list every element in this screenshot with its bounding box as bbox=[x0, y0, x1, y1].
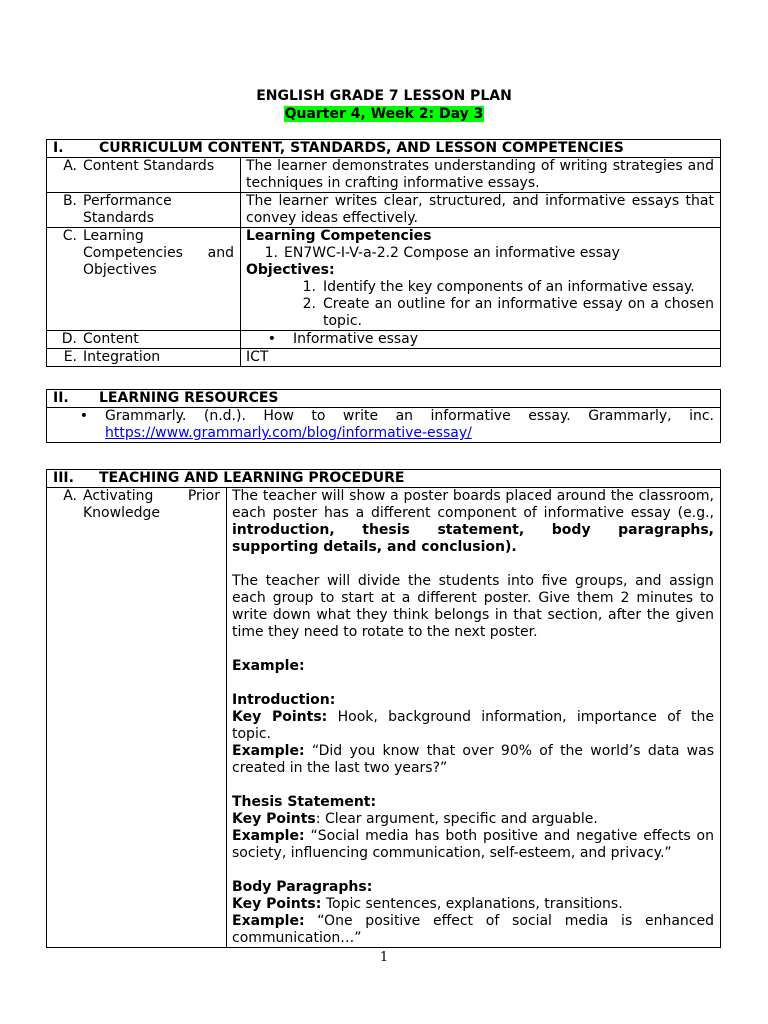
table-row bbox=[47, 193, 721, 228]
content-cell bbox=[241, 331, 721, 349]
paragraph bbox=[232, 488, 714, 556]
key-points-label: Key Points: bbox=[232, 709, 328, 725]
body-paragraphs-heading: Body Paragraphs: bbox=[232, 879, 373, 895]
resources-table bbox=[46, 389, 721, 443]
content-standards-text: The learner demonstrates understanding of writing strategies and techniques in crafting informative essays. bbox=[241, 158, 721, 193]
list-number: 1. bbox=[264, 245, 278, 261]
row-label: Content bbox=[83, 331, 139, 347]
section-header-row bbox=[47, 140, 721, 158]
resource-link[interactable]: https://www.grammarly.com/blog/informative-essay/ bbox=[105, 425, 472, 441]
list-item bbox=[246, 296, 714, 330]
example-text: “Social media has both positive and negative effects on society, influencing communication, self-esteem, and privacy.” bbox=[232, 828, 714, 861]
key-points-text: : Clear argument, specific and arguable. bbox=[315, 811, 598, 827]
section-title: LEARNING RESOURCES bbox=[99, 390, 279, 406]
subtitle-highlight: Quarter 4, Week 2: Day 3 bbox=[284, 106, 484, 122]
thesis-heading: Thesis Statement: bbox=[232, 794, 377, 810]
section-number: III. bbox=[53, 470, 74, 486]
row-label: Activating Prior Knowledge bbox=[83, 488, 220, 521]
competencies-heading: Learning Competencies bbox=[246, 228, 432, 244]
example-line bbox=[232, 913, 714, 947]
document-title: ENGLISH GRADE 7 LESSON PLAN bbox=[256, 88, 512, 104]
row-letter: C. bbox=[62, 228, 77, 244]
document-subtitle bbox=[0, 105, 768, 123]
list-item bbox=[246, 279, 714, 296]
paragraph-bold-text: introduction, thesis statement, body paragraphs, supporting details, and conclusion). bbox=[232, 522, 714, 555]
table-row bbox=[47, 408, 721, 443]
list-number: 1. bbox=[302, 279, 316, 295]
example-heading: Example: bbox=[232, 658, 305, 674]
section-number: I. bbox=[53, 140, 64, 156]
key-points bbox=[232, 709, 714, 743]
paragraph-text: The teacher will show a poster boards placed around the classroom, each poster has a different component of informative essay (e.g., bbox=[232, 488, 714, 521]
competencies-cell bbox=[241, 228, 721, 331]
row-label: Integration bbox=[83, 349, 161, 365]
table-row bbox=[47, 349, 721, 367]
section-title: CURRICULUM CONTENT, STANDARDS, AND LESSON COMPETENCIES bbox=[99, 140, 624, 156]
row-letter: B. bbox=[62, 193, 77, 209]
example-text: “Did you know that over 90% of the world’s data was created in the last two years?” bbox=[232, 743, 714, 776]
section-header-row bbox=[47, 390, 721, 408]
key-points-text: Hook, background information, importance of the topic. bbox=[232, 709, 714, 742]
example-line bbox=[232, 828, 714, 862]
performance-standards-text: The learner writes clear, structured, and informative essays that convey ideas effectively. bbox=[241, 193, 721, 228]
curriculum-table bbox=[46, 139, 721, 367]
bullet-icon: • bbox=[267, 331, 276, 347]
example-label: Example: bbox=[232, 913, 305, 929]
key-points-label: Key Points bbox=[232, 811, 316, 827]
example-line bbox=[232, 743, 714, 777]
example-text: “One positive effect of social media is enhanced communication…” bbox=[232, 913, 714, 946]
list-number: 2. bbox=[302, 296, 316, 312]
key-points-text: Topic sentences, explanations, transitions. bbox=[321, 896, 623, 912]
resource-citation: Grammarly. (n.d.). How to write an informative essay. Grammarly, inc. bbox=[105, 408, 714, 424]
key-points bbox=[232, 896, 714, 913]
objective-text: Create an outline for an informative essay on a chosen topic. bbox=[323, 296, 714, 329]
row-label: Performance Standards bbox=[83, 193, 172, 226]
section-header-row bbox=[47, 470, 721, 488]
competency-text: EN7WC-I-V-a-2.2 Compose an informative essay bbox=[284, 245, 620, 261]
row-label: Learning Competencies and Objectives bbox=[83, 228, 234, 278]
key-points-label: Key Points: bbox=[232, 896, 322, 912]
paragraph: The teacher will divide the students into five groups, and assign each group to start at a different poster. Give them 2 minutes to write down what they think belongs in that section, after the given time they need to rotate to the next poster. bbox=[232, 573, 714, 640]
integration-text: ICT bbox=[241, 349, 721, 367]
row-label: Content Standards bbox=[83, 158, 215, 174]
section-title: TEACHING AND LEARNING PROCEDURE bbox=[99, 470, 405, 486]
procedure-cell bbox=[227, 488, 721, 948]
row-letter: A. bbox=[63, 158, 77, 174]
table-row bbox=[47, 488, 721, 948]
table-row bbox=[47, 158, 721, 193]
objectives-heading: Objectives: bbox=[246, 262, 335, 278]
page-number: 1 bbox=[379, 950, 389, 965]
key-points bbox=[232, 811, 714, 828]
table-row bbox=[47, 331, 721, 349]
table-row bbox=[47, 228, 721, 331]
introduction-heading: Introduction: bbox=[232, 692, 336, 708]
row-letter: A. bbox=[63, 488, 77, 504]
bullet-icon: • bbox=[79, 408, 88, 424]
procedure-table bbox=[46, 469, 721, 948]
section-number: II. bbox=[53, 390, 69, 406]
example-label: Example: bbox=[232, 743, 305, 759]
objective-text: Identify the key components of an informative essay. bbox=[323, 279, 695, 295]
example-label: Example: bbox=[232, 828, 305, 844]
list-item bbox=[246, 245, 714, 262]
content-text: Informative essay bbox=[293, 331, 419, 347]
row-letter: E. bbox=[63, 349, 77, 365]
row-letter: D. bbox=[61, 331, 77, 347]
